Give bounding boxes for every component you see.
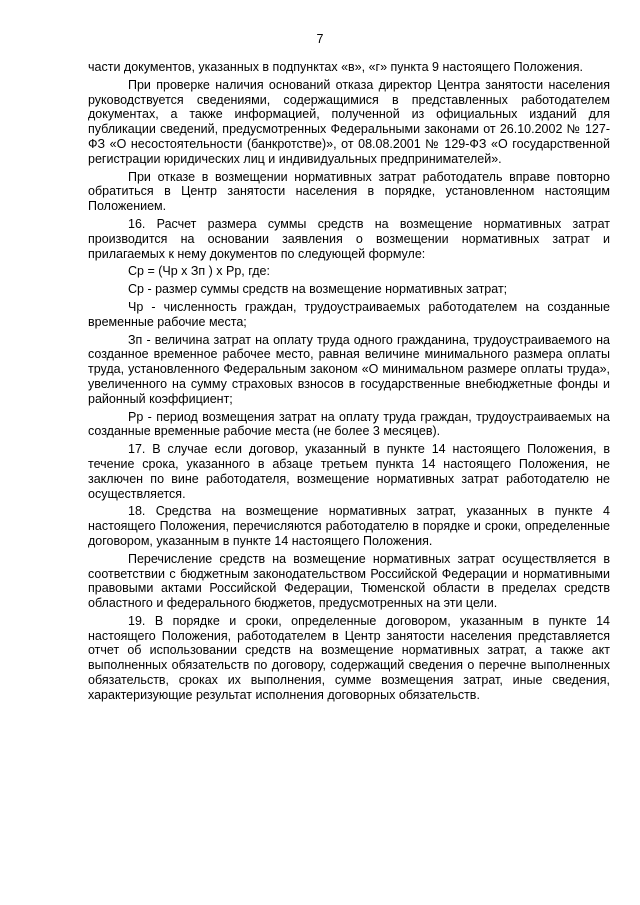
paragraph: При отказе в возмещении нормативных затрат работодатель вправе повторно обратиться в Центр занятости населения в порядке, установленном настоящим Положением. bbox=[88, 169, 610, 214]
paragraph: 18. Средства на возмещение нормативных затрат, указанных в пункте 4 настоящего Положения, перечисляются работодателю в порядке и сроки, определенные договором, указанным в пункте 14 настоящего Положения. bbox=[88, 504, 610, 548]
formula-definition: Ср - размер суммы средств на возмещение нормативных затрат; bbox=[128, 282, 508, 297]
formula-definition: Зп - величина затрат на оплату труда одного гражданина, трудоустраиваемого на созданное временное рабочее место, равная величине минимального размера оплаты труда, установленного Федеральным законом «О минимальном размере оплаты труда», увеличенного на сумму страховых взносов в государственные внебюджетные фонды и районный коэффициент; bbox=[88, 332, 610, 406]
paragraph: 19. В порядке и сроки, определенные договором, указанным в пункте 14 настоящего Положения, работодателем в Центр занятости населения представляется отчет об использовании средств на возмещение нормативных затрат, а также акт выполненных обязательств по договору, содержащий сведения о перечне выполненных обязательств, сроках их выполнения, сумме возмещения затрат, иные сведения, характеризующие результат исполнения договорных обязательств. bbox=[88, 613, 610, 702]
page-number: 7 bbox=[316, 32, 324, 46]
paragraph: Перечисление средств на возмещение нормативных затрат осуществляется в соответствии с бюджетным законодательством Российской Федерации и нормативными правовыми актами Российской Федерации, Тюменской области в пределах средств областного и федерального бюджетов, предусмотренных на эти цели. bbox=[88, 551, 610, 611]
paragraph: 17. В случае если договор, указанный в пункте 14 настоящего Положения, в течение срока, указанного в абзаце третьем пункта 14 настоящего Положения, не заключен по вине работодателя, возмещение нормативных затрат работодателю не осуществляется. bbox=[88, 442, 610, 501]
formula-definition: Чр - численность граждан, трудоустраиваемых работодателем на созданные временные рабочие места; bbox=[88, 299, 610, 329]
formula: Ср = (Чр х Зп ) х Рр, где: bbox=[128, 264, 270, 279]
paragraph: 16. Расчет размера суммы средств на возмещение нормативных затрат производится на основании заявления о возмещении нормативных затрат и прилагаемых к нему документов по следующей формуле: bbox=[88, 216, 610, 261]
paragraph: При проверке наличия оснований отказа директор Центра занятости населения руководствуется сведениями, содержащимися в представленных работодателем документах, а также информацией, полученной из официальных изданий для публикации сведений, предусмотренных Федеральными законами от 26.10.2002 № 127-ФЗ «О несостоятельности (банкротстве)», от 08.08.2001 № 129-ФЗ «О государственной регистрации юридических лиц и индивидуальных предпринимателей». bbox=[88, 77, 610, 166]
paragraph: части документов, указанных в подпунктах «в», «г» пункта 9 настоящего Положения. bbox=[88, 60, 584, 74]
document-body bbox=[88, 60, 610, 703]
formula-definition: Рр - период возмещения затрат на оплату труда граждан, трудоустраиваемых на созданные временные рабочие места (не более 3 месяцев). bbox=[88, 409, 610, 439]
